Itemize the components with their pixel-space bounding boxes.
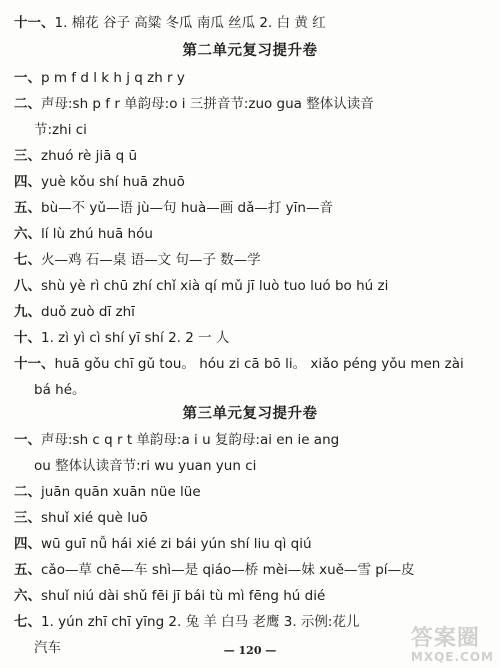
answer-line [34,457,492,475]
answer-line [34,121,492,139]
answer-text: p m f d l k h j q zh r y [41,70,185,86]
answer-line [14,535,492,553]
question-number: 十一、 [14,15,55,31]
question-number: 四、 [14,536,41,552]
answer-line [14,251,492,269]
answer-line [14,587,492,605]
answer-line [14,509,492,527]
question-number: 七、 [14,614,41,630]
watermark-logo [411,628,494,664]
question-number: 七、 [14,252,41,268]
answer-text: duǒ zuò dī zhī [41,304,135,320]
answer-line [14,69,492,87]
answer-text: shù yè rì chū zhí chǐ xià qí mǔ jī luò tuo luó bo hú zi [41,278,389,294]
answer-text: huā gǒu chī gǔ tou。 hóu zi cā bō li。 xiǎo péng yǒu men zài [54,356,464,372]
answer-line [14,173,492,191]
question-number: 一、 [14,432,41,448]
section-heading: 第二单元复习提升卷 [182,42,318,59]
answer-line [14,277,492,295]
question-number: 六、 [14,588,41,604]
question-number: 九、 [14,304,41,320]
answer-text: 声母:sh c q r t 单韵母:a i u 复韵母:ai en ie ang [41,432,340,448]
answer-text: 1. zì yì cì shí yī shí 2. 2 一 人 [41,330,230,346]
answer-text: lí lù zhú huā hóu [41,226,153,242]
answer-continuation: 节:zhi ci [34,122,87,138]
question-number: 五、 [14,200,41,216]
answer-line [14,14,492,32]
answer-line [14,147,492,165]
answer-text: 1. 棉花 谷子 高粱 冬瓜 南瓜 丝瓜 2. 白 黄 红 [54,15,326,31]
answer-text: bù—不 yǔ—语 jù—句 huà—画 dǎ—打 yīn—音 [41,200,333,216]
answer-continuation: bá hé。 [34,382,86,398]
question-number: 三、 [14,148,41,164]
answer-continuation: 汽车 [34,640,61,656]
answer-text: yuè kǒu shí huā zhuō [41,174,185,190]
answer-text: wū guī nǚ hái xié zi bái yún shí liu qì qiú [41,536,312,552]
question-number: 一、 [14,70,41,86]
watermark-top: 答案圈 [410,626,480,651]
answer-line [14,329,492,347]
answer-text: cǎo—草 chē—车 shì—是 qiáo—桥 mèi—妹 xuě—雪 pí—皮 [41,562,415,578]
answer-line [14,199,492,217]
answer-continuation: ou 整体认读音节:ri wu yuan yun ci [34,458,257,474]
question-number: 六、 [14,226,41,242]
question-number: 二、 [14,484,41,500]
answer-line [14,431,492,449]
answer-text: 1. yún zhī chī yīng 2. 兔 羊 白马 老鹰 3. 示例:花儿 [41,614,360,630]
answer-line [34,381,492,399]
answer-text: shuǐ xié què luō [41,510,148,526]
watermark-bottom: MXQE.COM [410,650,494,664]
answer-line [14,355,492,373]
page-number: — 120 — [223,644,277,657]
answer-text: shuǐ niú dài shǔ fēi jī bái tù mì fēng hú dié [41,588,326,604]
question-number: 八、 [14,278,41,294]
answer-text: 声母:sh p f r 单韵母:o i 三拼音节:zuo gua 整体认读音 [41,96,374,112]
answer-text: juān quān xuān nüe lüe [41,484,201,500]
answer-line [14,303,492,321]
answer-line [14,95,492,113]
question-number: 二、 [14,96,41,112]
answer-line [14,561,492,579]
question-number: 四、 [14,174,41,190]
answer-text: zhuó rè jiā q ū [41,148,138,164]
answer-line [14,483,492,501]
question-number: 五、 [14,562,41,578]
question-number: 三、 [14,510,41,526]
question-number: 十一、 [14,356,55,372]
question-number: 十、 [14,330,41,346]
answer-line [14,225,492,243]
answer-text: 火—鸡 石—桌 语—文 句—子 数—学 [41,252,261,268]
section-heading: 第三单元复习提升卷 [182,405,318,422]
